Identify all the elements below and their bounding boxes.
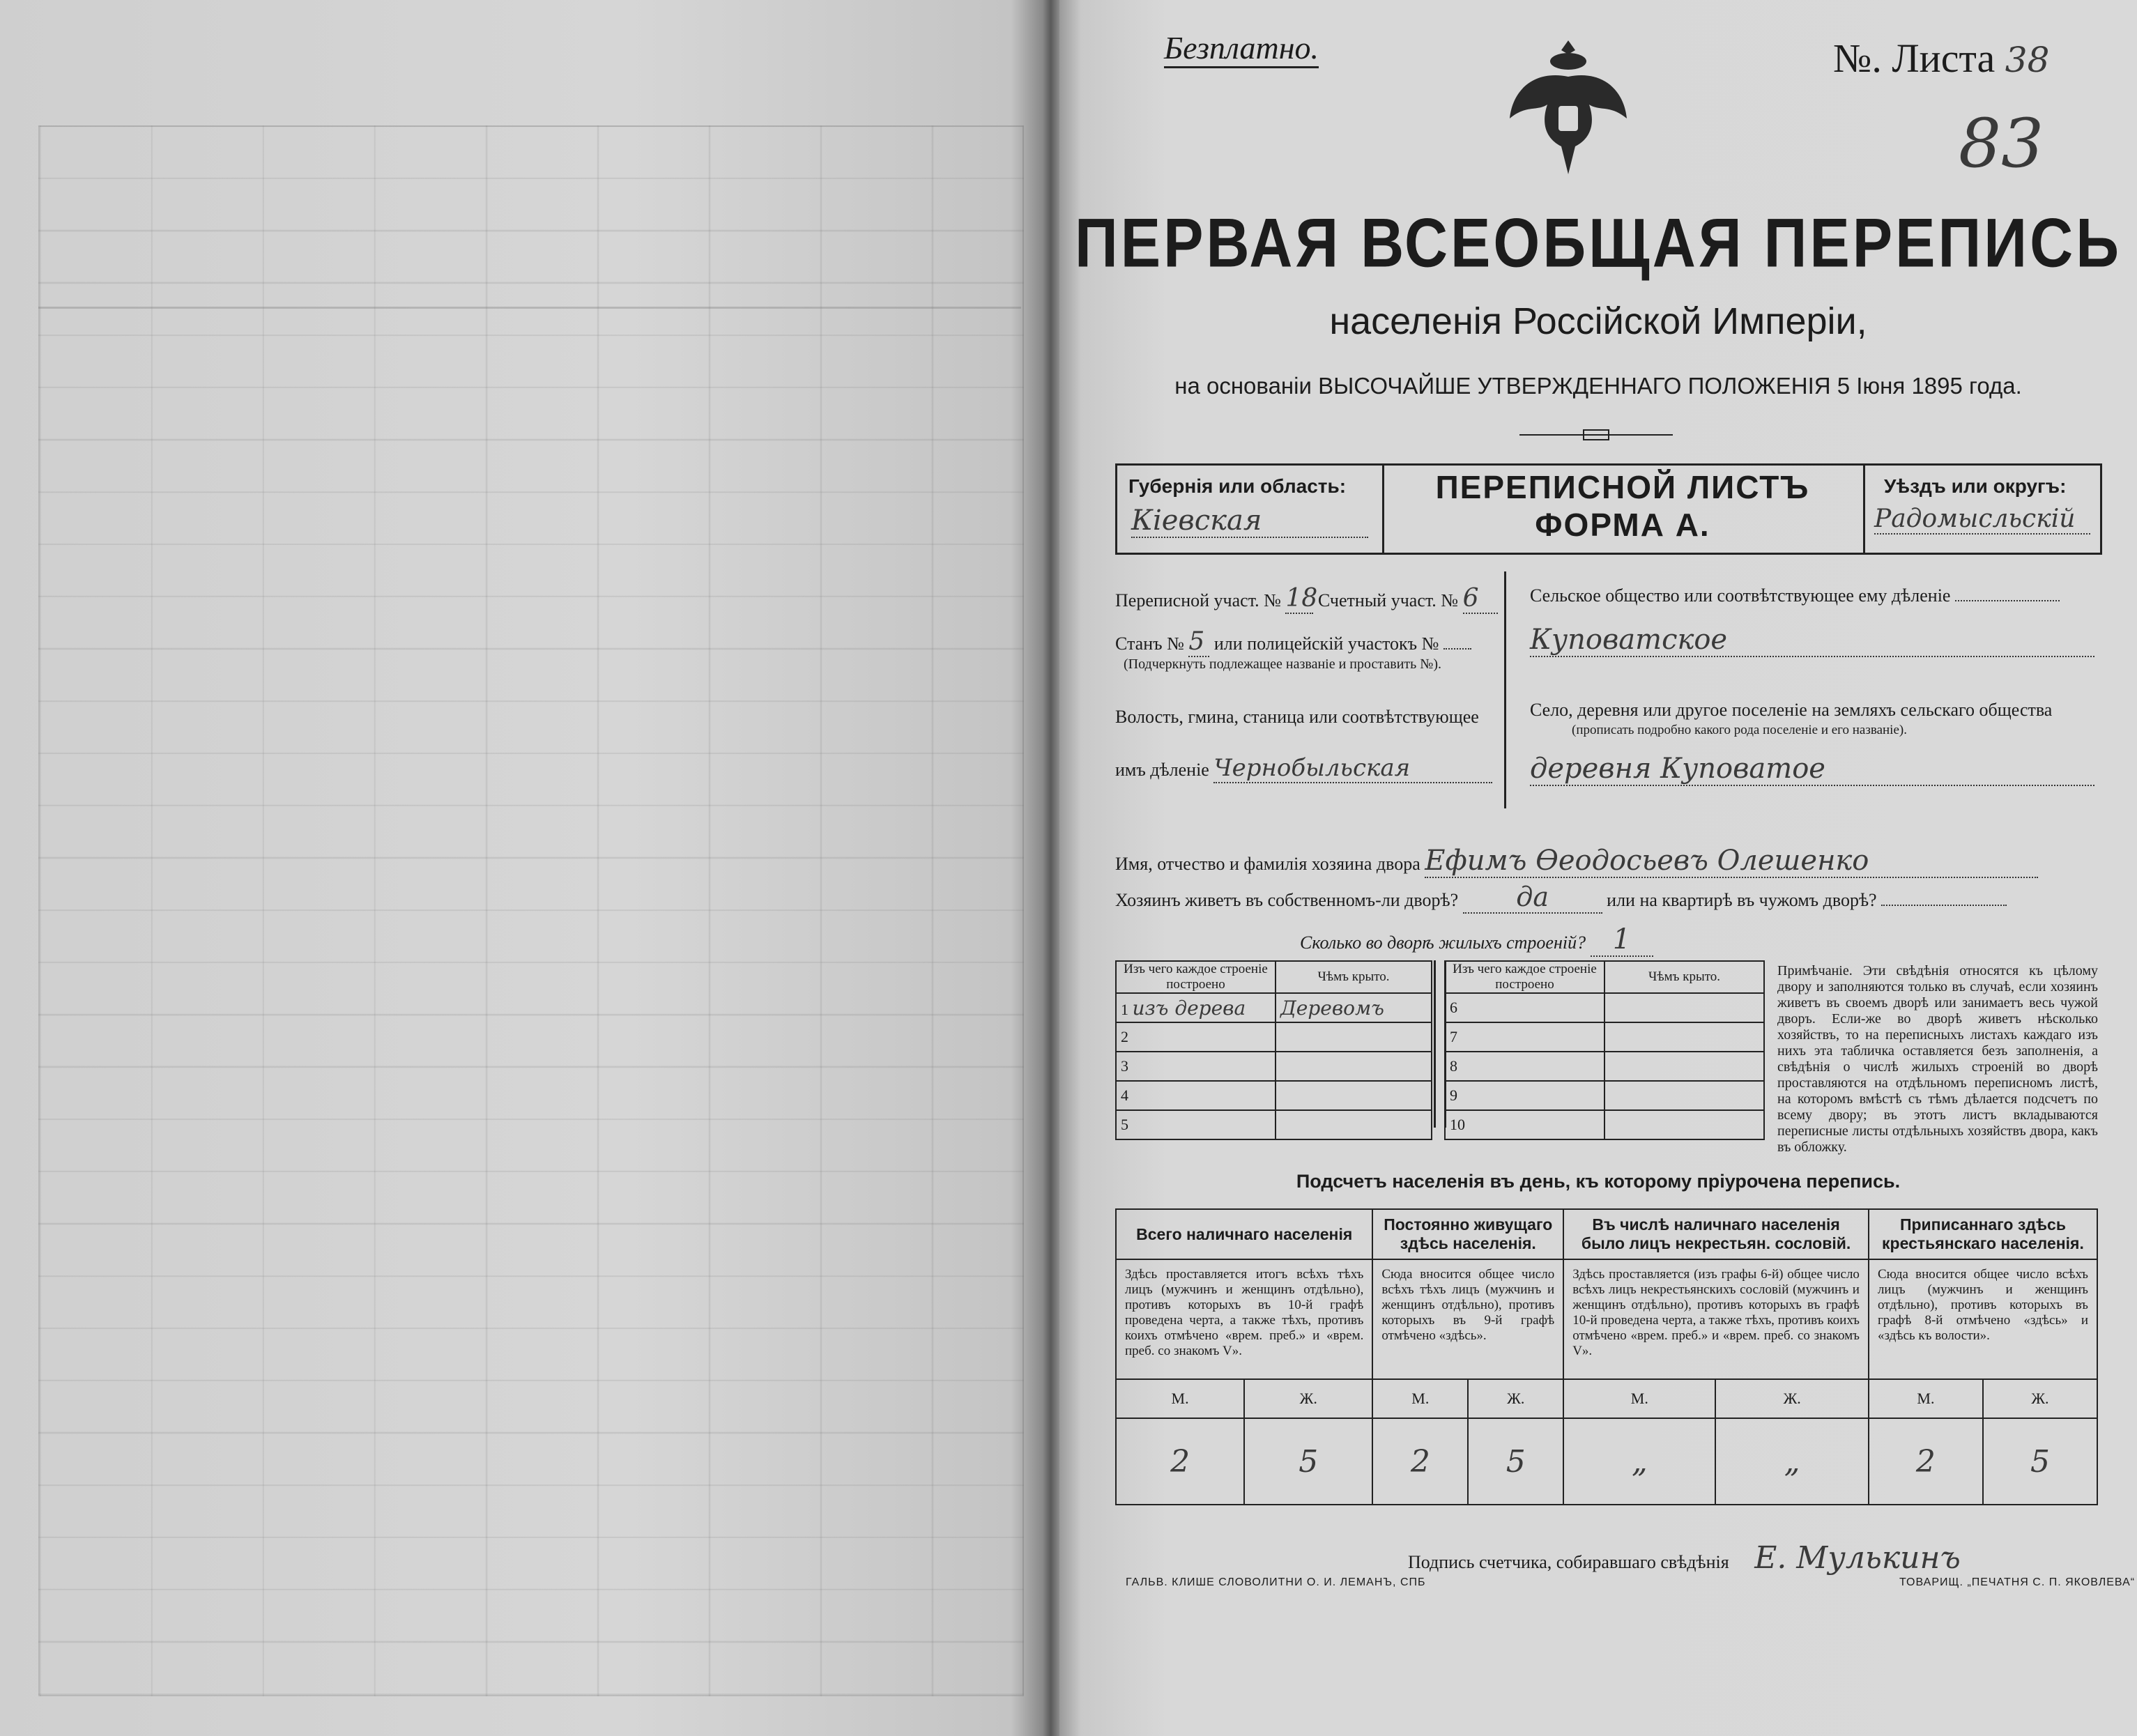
village-label: Село, деревня или другое поселеніе на земляхъ сельскаго общества <box>1530 700 2053 720</box>
own-yard-value: да <box>1463 882 1602 914</box>
count-col-title-1: Всего наличнаго населенія <box>1116 1209 1372 1259</box>
table-row: 6 <box>1445 993 1764 1022</box>
imperial-eagle-emblem <box>1506 35 1631 181</box>
owner-row <box>1115 845 2038 878</box>
owner-label: Имя, отчество и фамилія хозяина двора <box>1115 854 1420 874</box>
col-roof-left: Чѣмъ крыто. <box>1276 961 1432 993</box>
buildings-note: Примѣчаніе. Эти свѣдѣнія относятся къ цѣлому двору и заполняются только въ случаѣ, если хозяинъ живетъ въ своемъ дворѣ или занимаетъ весь чужой дворъ. Если-же во дворѣ живетъ нѣсколько хозяйствъ, то на переписныхъ листахъ каждаго изъ нихъ эта табличка оставляется безъ заполненія, а свѣдѣнія о числѣ жилыхъ строеній во дворѣ проставляются на отдѣльномъ переписномъ листѣ, на которомъ вмѣстѣ съ тѣмъ дѣлается подсчетъ по всему двору; въ этотъ листъ вкладываются переписные листы отдѣльныхъ хозяйствъ двора, какъ въ обложку. <box>1777 963 2098 1155</box>
owner-value: Ефимъ Өеодосьевъ Олешенко <box>1425 845 2038 878</box>
printer-left: ГАЛЬВ. КЛИШЕ СЛОВОЛИТНИ О. И. ЛЕМАНЪ, СПБ <box>1126 1576 1426 1588</box>
buildings-value: 1 <box>1591 923 1653 957</box>
village-value: деревня Куповатое <box>1530 753 2094 786</box>
volost-value: Чернобыльская <box>1213 754 1492 783</box>
count-value: 5 <box>1468 1418 1563 1505</box>
count-heading: Подсчетъ населенія въ день, къ которому пріурочена перепись. <box>1296 1171 1901 1192</box>
table-row: М. Ж. М. Ж. М. Ж. М. Ж. <box>1116 1379 2097 1418</box>
community-label-line <box>1955 600 2060 601</box>
ornament-divider <box>1519 429 1673 441</box>
sheet-number-value: 38 <box>2005 40 2050 80</box>
census-district-row <box>1115 584 1498 614</box>
table-row: 8 <box>1445 1052 1764 1081</box>
signature-value: Е. Мулькинъ <box>1754 1540 1961 1576</box>
census-basis: на основаніи ВЫСОЧАЙШЕ УТВЕРЖДЕННАГО ПОЛОЖЕНІЯ 5 Іюня 1895 года. <box>1174 373 2022 399</box>
census-form-page <box>1059 0 2137 1736</box>
ghost-ledger-grid <box>38 125 1024 1696</box>
col-material-left: Изъ чего каждое строеніе построено <box>1116 961 1276 993</box>
buildings-table-right <box>1444 960 1765 1140</box>
rented-yard-value <box>1881 905 2007 906</box>
stan-value: 5 <box>1188 627 1209 657</box>
count-district-value: 6 <box>1463 584 1498 614</box>
count-value: „ <box>1715 1418 1868 1505</box>
sheet-number-large: 83 <box>1959 105 2044 183</box>
count-district-label: Счетный участ. № <box>1317 590 1459 610</box>
community-label: Сельское общество или соотвѣтствующее ему дѣленіе <box>1530 585 1951 606</box>
table-row: 2 <box>1116 1022 1432 1052</box>
census-title: ПЕРВАЯ ВСЕОБЩАЯ ПЕРЕПИСЬ <box>1074 204 2122 282</box>
count-col-desc-3: Здѣсь проставляется (изъ графы 6-й) общее число всѣхъ лицъ некрестьянскихъ сословій (мужчинъ и женщинъ отдѣльно), противъ которыхъ въ графѣ 10-й проведена черта, а также тѣхъ, противъ коихъ отмѣчено «врем. преб.» и «врем. преб. со знакомъ V». <box>1563 1259 1869 1379</box>
count-value: 5 <box>1244 1418 1372 1505</box>
signature-row <box>1408 1540 1961 1576</box>
form-title-cell <box>1382 466 1865 553</box>
form-title-line2: ФОРМА А. <box>1535 507 1710 543</box>
police-district-label: или полицейскій участокъ № <box>1213 633 1439 654</box>
table-row: 5 <box>1116 1110 1432 1139</box>
community-value: Куповатское <box>1530 624 2094 657</box>
district-cell <box>1863 466 2100 553</box>
volost-row <box>1115 754 1492 783</box>
count-value: 5 <box>1983 1418 2097 1505</box>
count-value: 2 <box>1869 1418 1983 1505</box>
buildings-table-left <box>1115 960 1432 1140</box>
count-col-desc-1: Здѣсь проставляется итогъ всѣхъ тѣхъ лицъ (мужчинъ и женщинъ отдѣльно), противъ которыхъ въ 10-й графѣ проведена черта, а также тѣхъ, противъ коихъ отмѣчено «врем. преб.» и «врем. преб. со знакомъ V». <box>1116 1259 1372 1379</box>
count-col-desc-2: Сюда вносится общее число всѣхъ тѣхъ лицъ (мужчинъ и женщинъ отдѣльно), противъ которыхъ въ 9-й графѣ отмѣчено «здѣсь». <box>1372 1259 1563 1379</box>
printer-right: ТОВАРИЩ. „ПЕЧАТНЯ С. П. ЯКОВЛЕВА“ <box>1899 1576 2136 1588</box>
count-value: 2 <box>1116 1418 1244 1505</box>
free-of-charge-label: Безплатно. <box>1164 29 1319 68</box>
col-material-right: Изъ чего каждое строеніе построено <box>1445 961 1604 993</box>
col-roof-right: Чѣмъ крыто. <box>1604 961 1764 993</box>
province-label: Губернія или область: <box>1128 475 1347 497</box>
table-row: 7 <box>1445 1022 1764 1052</box>
province-cell <box>1117 466 1384 553</box>
census-subtitle: населенія Россійской Имперіи, <box>1329 300 1867 342</box>
table-row: 1 изъ дерева Деревомъ <box>1116 993 1432 1022</box>
census-district-label: Переписной участ. № <box>1115 590 1281 610</box>
district-value: Радомысльскій <box>1874 505 2090 535</box>
village-note: (прописать подробно какого рода поселеніе и его названіе). <box>1572 723 1907 737</box>
sheet-number <box>1833 35 2049 82</box>
population-count-table <box>1115 1208 2098 1505</box>
signature-label: Подпись счетчика, собиравшаго свѣдѣнія <box>1408 1552 1729 1572</box>
buildings-label: Сколько во дворѣ жилыхъ строеній? <box>1300 932 1586 953</box>
volost-label-1: Волость, гмина, станица или соотвѣтствующее <box>1115 707 1479 727</box>
table-row <box>1116 1418 2097 1505</box>
count-col-title-2: Постоянно живущаго здѣсь населенія. <box>1372 1209 1563 1259</box>
book-spine <box>1042 0 1059 1736</box>
buildings-row <box>1300 923 1653 957</box>
yard-row <box>1115 882 2007 914</box>
table-row: 4 <box>1116 1081 1432 1110</box>
police-district-value <box>1443 648 1471 650</box>
count-col-title-3: Въ числѣ наличнаго населенія было лицъ некрестьян. сословій. <box>1563 1209 1869 1259</box>
table-row: 9 <box>1445 1081 1764 1110</box>
count-value: 2 <box>1372 1418 1468 1505</box>
stan-row <box>1115 627 1471 657</box>
count-col-desc-4: Сюда вносится общее число всѣхъ лицъ (мужчинъ и женщинъ отдѣльно), противъ которыхъ въ графѣ 8-й отмѣчено «здѣсь» и «здѣсь къ волости». <box>1869 1259 2097 1379</box>
volost-label-2: имъ дѣленіе <box>1115 760 1209 780</box>
table-row: 3 <box>1116 1052 1432 1081</box>
count-col-title-4: Приписаннаго здѣсь крестьянскаго населенія. <box>1869 1209 2097 1259</box>
district-label: Уѣздъ или округъ: <box>1884 475 2067 497</box>
table-row: 10 <box>1445 1110 1764 1139</box>
province-value: Кіевская <box>1131 505 1368 538</box>
census-district-value: 18 <box>1285 584 1318 613</box>
underline-note: (Подчеркнуть подлежащее названіе и проставить №). <box>1124 656 1441 672</box>
left-page <box>0 0 1042 1736</box>
column-divider <box>1504 571 1506 808</box>
own-yard-label: Хозяинъ живетъ въ собственномъ-ли дворѣ? <box>1115 890 1459 910</box>
rented-yard-label: или на квартирѣ въ чужомъ дворѣ? <box>1607 890 1877 910</box>
count-value: „ <box>1563 1418 1715 1505</box>
stan-label: Станъ № <box>1115 633 1184 654</box>
form-header-box <box>1115 463 2102 555</box>
community-row <box>1530 585 2094 606</box>
sheet-number-label: №. Листа <box>1833 36 1996 81</box>
form-title-line1: ПЕРЕПИСНОЙ ЛИСТЪ <box>1435 469 1810 505</box>
